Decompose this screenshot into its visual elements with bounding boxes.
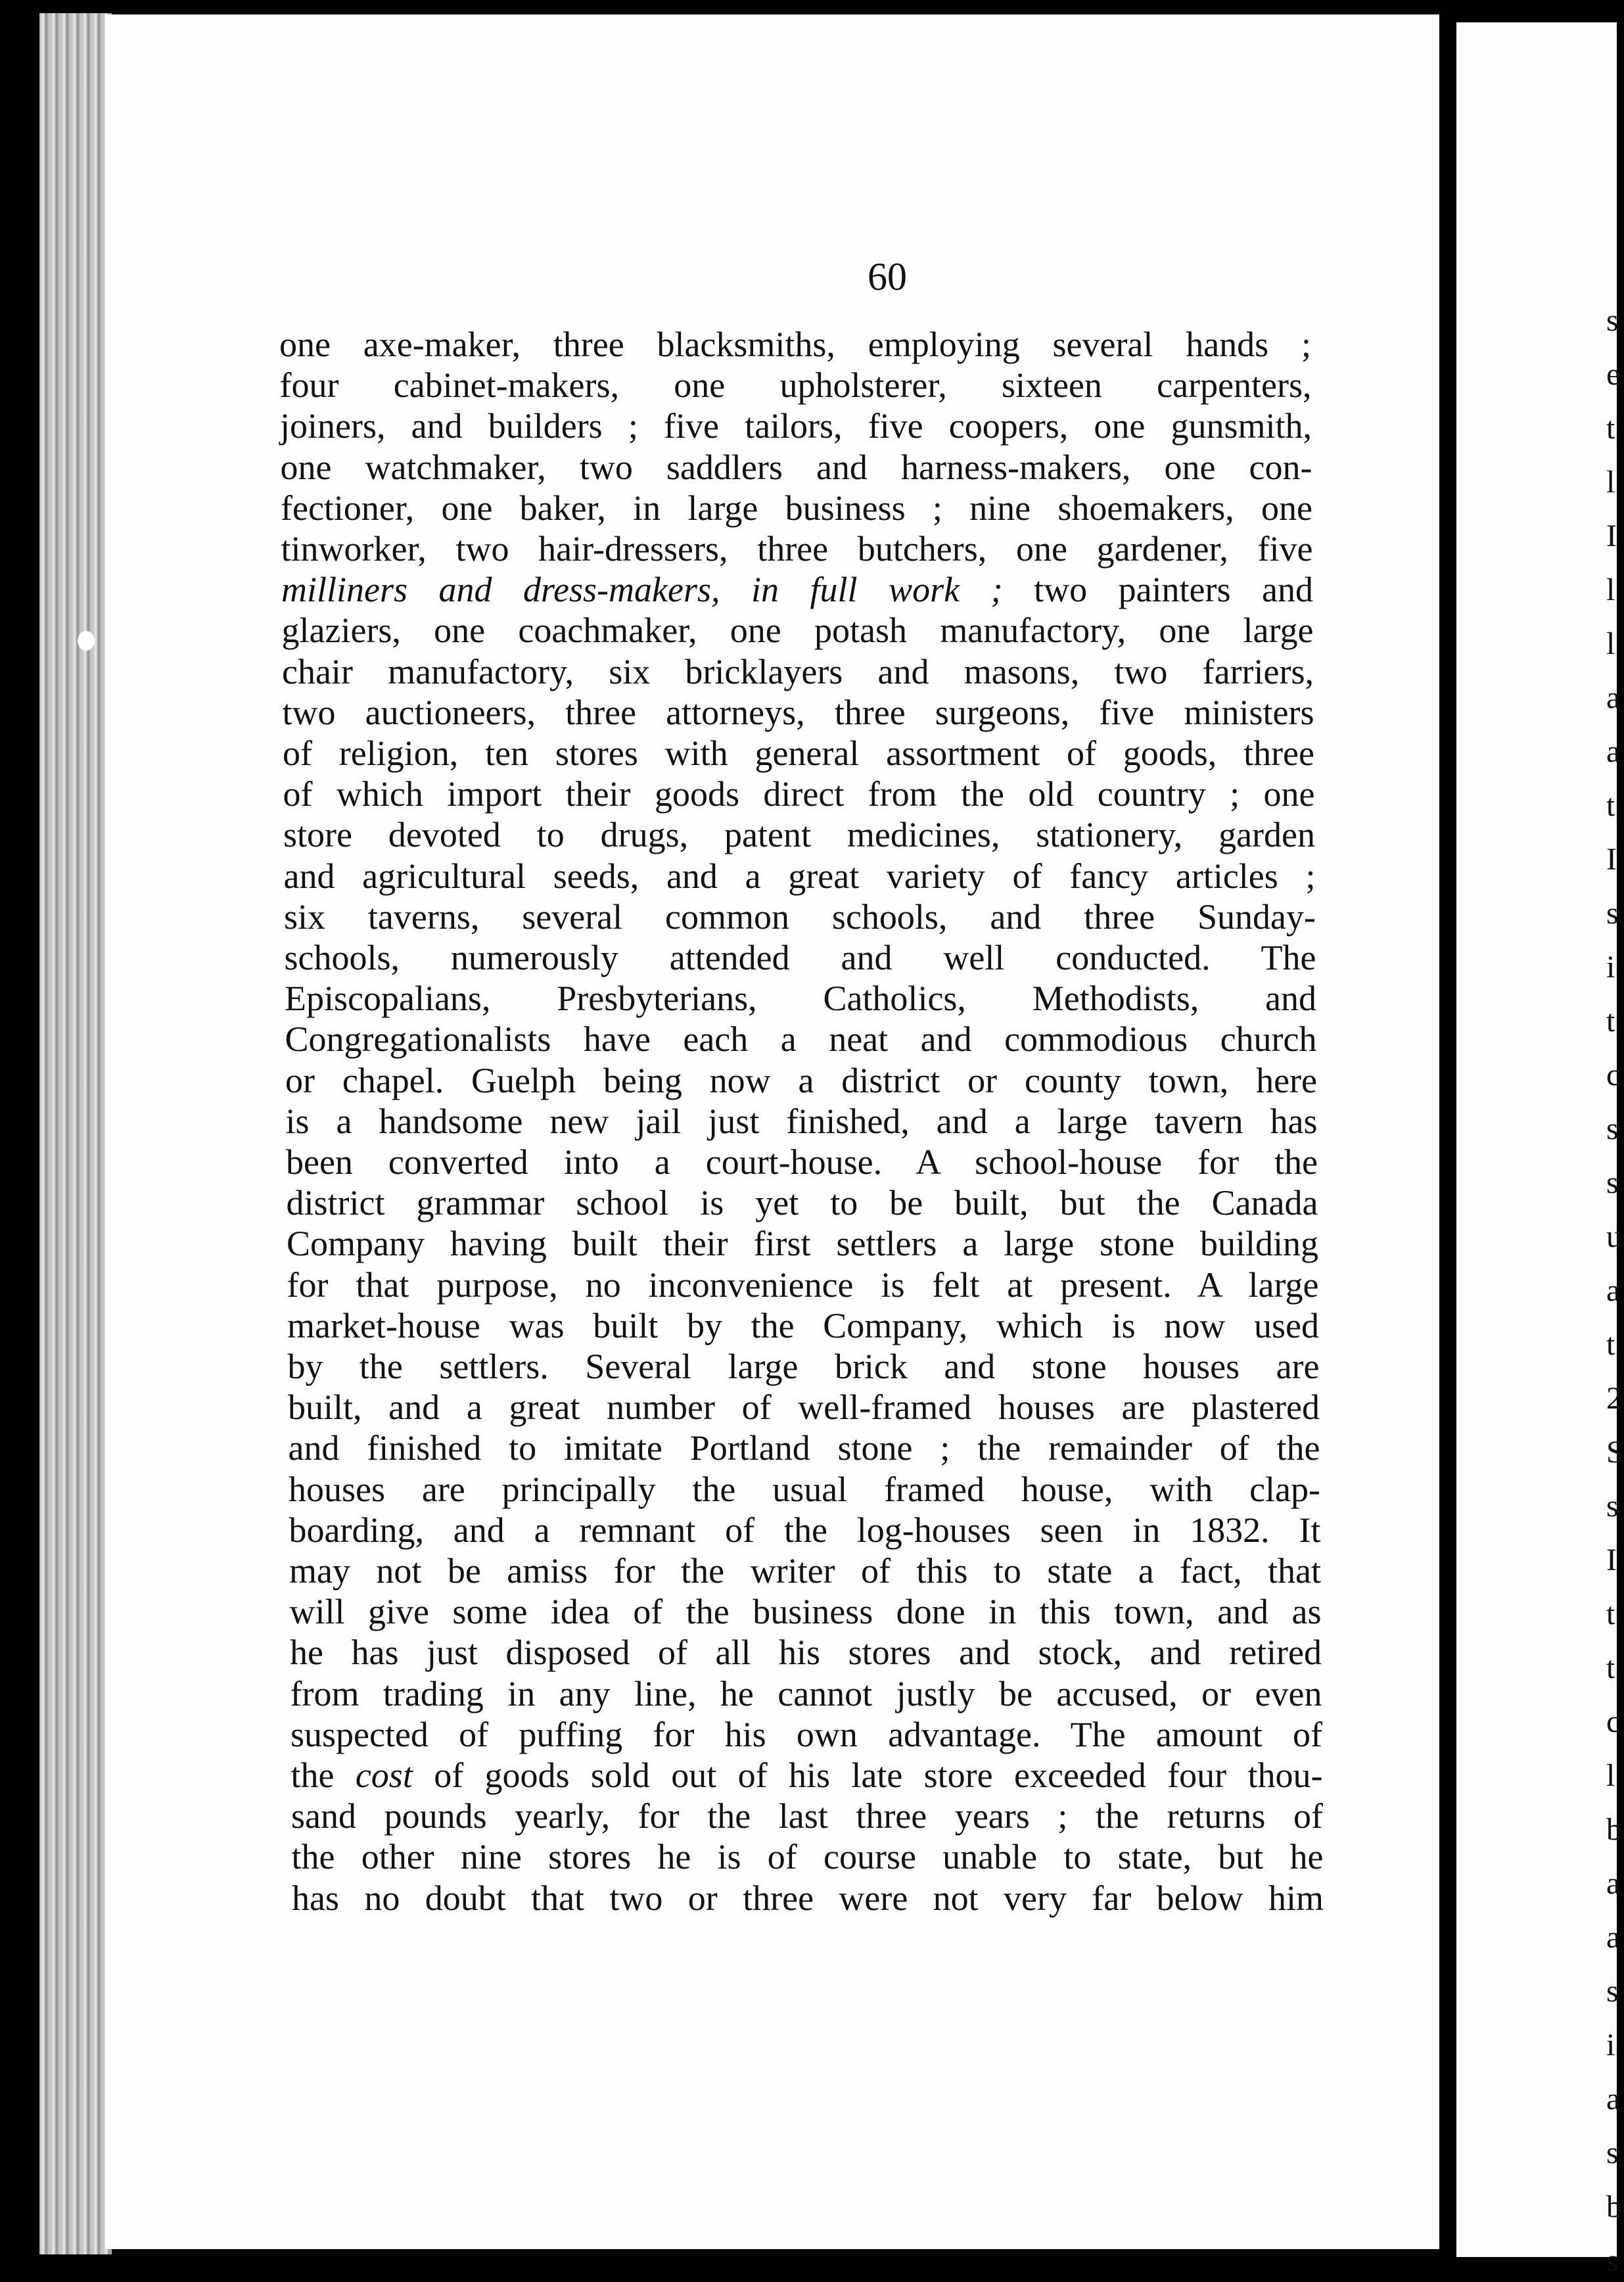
text-line: fectioner, one baker, in large business ; nine shoemakers, one — [281, 488, 1312, 528]
text-line — [291, 1754, 1323, 1796]
text-line: sand pounds yearly, for the last three years ; the returns of — [291, 1796, 1323, 1836]
text-line: joiners, and builders ; five tailors, five coopers, one gunsmith, — [280, 406, 1312, 446]
adjacent-page-letter: t — [1606, 1327, 1615, 1362]
italic-text-segment: milliners and dress-makers, in full work ; — [281, 570, 1003, 609]
text-line: one watchmaker, two saddlers and harness-makers, one con- — [280, 448, 1312, 487]
text-line: he has just disposed of all his stores and stock, and retired — [290, 1633, 1322, 1672]
text-line: market-house was built by the Company, which is now used — [287, 1306, 1319, 1345]
text-line: two auctioneers, three attorneys, three surgeons, five ministers — [282, 693, 1314, 732]
book-page — [105, 14, 1439, 2249]
text-line: built, and a great number of well-framed houses are plastered — [288, 1387, 1320, 1427]
text-line: schools, numerously attended and well conducted. The — [284, 938, 1316, 977]
text-line: may not be amiss for the writer of this to state a fact, that — [289, 1551, 1321, 1591]
text-line: boarding, and a remnant of the log-houses seen in 1832. It — [289, 1510, 1321, 1550]
adjacent-page-letter: a — [1606, 680, 1621, 715]
adjacent-page-letter: l — [1606, 465, 1615, 500]
adjacent-page-letter: u — [1606, 1219, 1622, 1254]
adjacent-page-letter: b — [1606, 2189, 1622, 2224]
adjacent-page-letter: s — [1606, 303, 1619, 338]
adjacent-page-letter: S — [1606, 1435, 1624, 1470]
adjacent-page-letter: t — [1606, 1650, 1615, 1685]
text-segment: two painters and — [1002, 570, 1313, 609]
adjacent-page-letter: s — [1606, 1489, 1619, 1524]
text-line: or chapel. Guelph being now a district or county town, here — [285, 1061, 1317, 1100]
text-line: district grammar school is yet to be built, but the Canada — [286, 1183, 1318, 1222]
text-line: one axe-maker, three blacksmiths, employing several hands ; — [279, 325, 1311, 364]
adjacent-page-letter: l — [1606, 626, 1615, 661]
text-line: has no doubt that two or three were not very far below him — [292, 1878, 1324, 1918]
adjacent-page-letter: s — [1606, 896, 1619, 931]
text-segment: the — [290, 1756, 356, 1795]
adjacent-page-letter: l — [1606, 572, 1615, 607]
adjacent-page-letter: t — [1606, 411, 1615, 446]
text-line: is a handsome new jail just finished, and a large tavern has — [285, 1102, 1318, 1141]
text-line: houses are principally the usual framed house, with clap- — [289, 1470, 1320, 1509]
adjacent-page-letter: t — [1606, 1596, 1615, 1631]
text-line: store devoted to drugs, patent medicines, stationery, garden — [283, 815, 1315, 854]
page-number: 60 — [868, 255, 907, 298]
adjacent-page-letter: I — [1606, 519, 1617, 553]
adjacent-page-letter: s — [1606, 1974, 1619, 2009]
adjacent-page-letter: s — [1606, 2243, 1619, 2278]
adjacent-page-letter: a — [1606, 2082, 1621, 2116]
adjacent-page-letter: s — [1606, 2135, 1619, 2170]
adjacent-page-letter: e — [1606, 357, 1621, 392]
adjacent-page-letter: l — [1606, 1758, 1615, 1793]
text-line: chair manufactory, six bricklayers and masons, two farriers, — [282, 652, 1314, 691]
text-line: tinworker, two hair-dressers, three butchers, one gardener, five — [281, 529, 1313, 569]
text-line: from trading in any line, he cannot justly be accused, or even — [290, 1674, 1322, 1713]
adjacent-page-letter: a — [1606, 1273, 1621, 1308]
text-line: will give some idea of the business done in this town, and as — [289, 1592, 1322, 1631]
text-line: of religion, ten stores with general assortment of goods, three — [283, 734, 1314, 773]
text-line: Congregationalists have each a neat and commodious church — [285, 1019, 1317, 1059]
adjacent-page-letter: t — [1606, 788, 1615, 823]
adjacent-page-letter: a — [1606, 1866, 1621, 1901]
text-line: Company having built their first settlers a large stone building — [287, 1224, 1318, 1263]
adjacent-page-letter: a — [1606, 1920, 1621, 1955]
adjacent-page-edge — [1456, 22, 1624, 2278]
adjacent-page-letter: i — [1606, 2028, 1615, 2062]
paper-blemish — [78, 631, 95, 651]
text-line: and agricultural seeds, and a great variety of fancy articles ; — [283, 856, 1316, 896]
adjacent-page-letter: a — [1606, 734, 1621, 769]
text-line — [281, 569, 1313, 611]
text-line: the other nine stores he is of course unable to state, but he — [291, 1837, 1324, 1876]
adjacent-page-letter: s — [1606, 1165, 1619, 1200]
adjacent-page-letter: s — [1606, 1111, 1619, 1146]
text-segment: of goods sold out of his late store exceeded four thou- — [412, 1756, 1323, 1795]
adjacent-page-letter: I — [1606, 1543, 1617, 1577]
text-line: of which import their goods direct from the old country ; one — [283, 774, 1315, 814]
adjacent-page-letter: t — [1606, 1004, 1615, 1038]
text-line: six taverns, several common schools, and three Sunday- — [284, 897, 1316, 937]
adjacent-page-letter: i — [1606, 950, 1615, 985]
text-line: four cabinet-makers, one upholsterer, sixteen carpenters, — [279, 365, 1312, 405]
text-line: been converted into a court-house. A school-house for the — [286, 1142, 1318, 1182]
text-line: by the settlers. Several large brick and stone houses are — [287, 1347, 1320, 1386]
adjacent-page-letter: I — [1606, 842, 1617, 877]
text-line: and finished to imitate Portland stone ; the remainder of the — [288, 1428, 1320, 1468]
text-line: Episcopalians, Presbyterians, Catholics, Methodists, and — [285, 979, 1316, 1018]
text-line: for that purpose, no inconvenience is felt at present. A large — [287, 1265, 1319, 1305]
adjacent-page-letter: c — [1606, 1704, 1621, 1739]
adjacent-page-letter: b — [1606, 1812, 1622, 1847]
adjacent-page-letter: 2 — [1606, 1381, 1622, 1416]
italic-text-segment: cost — [355, 1756, 413, 1795]
book-spine-page-edges — [39, 13, 112, 2254]
text-line: suspected of puffing for his own advantage. The amount of — [290, 1715, 1322, 1754]
text-line: glaziers, one coachmaker, one potash manufactory, one large — [281, 611, 1314, 650]
adjacent-page-letter: c — [1606, 1058, 1621, 1092]
page-gutter — [1439, 0, 1456, 2282]
